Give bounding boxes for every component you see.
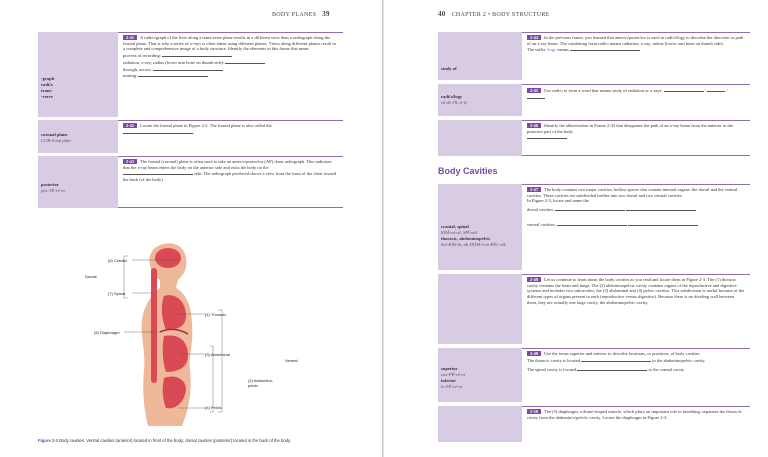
pronunciation: COR-ō-nal plān [41,138,71,143]
figure-caption [38,438,343,443]
frame-number: 2-49 [527,351,541,356]
ventral-bracket [218,310,222,412]
frame-2-49 [438,348,750,402]
answer-term: thoracic, abdominopelvic [441,236,491,241]
fill-row: to the abdominopelvic cavity. [652,357,706,363]
frame-2-47 [438,184,750,270]
page-number: 40 [438,10,446,18]
suffix-highlight: logy [548,47,557,53]
answer-column [438,348,522,402]
frame-number: 2-43 [123,159,137,164]
page-number: 39 [322,10,330,18]
frame-text: Use radi/o to form a word that means study of radiation or x-rays: [544,88,663,93]
frame-number: 2-48 [527,277,541,282]
answer-blank[interactable] [153,66,223,71]
label-cranial: (6) Cranial [108,258,127,263]
frame-body: 2-45 Use radi/o to form a word that means study of radiation or x-rays: / / [522,84,750,116]
frame-2-48 [438,274,750,344]
frame-2-44 [438,32,750,80]
answer-term: radi/o [41,82,53,87]
frame-number: 2-46 [527,123,541,128]
answer-blank[interactable] [138,72,208,77]
frame-body [522,406,750,442]
frame-body [522,184,750,270]
fill-row: process of recording: [123,53,161,59]
frame-text: In the previous frame, you learned that anter/o/poster/ior is used in radi/o/logy to describe the direction or path of an x-ray beam. The combining form radi/o means radiation; x-ray; radius (lower arm bone on thumb side). [527,35,744,46]
header-title: CHAPTER 2 • BODY STRUCTURE [451,12,550,18]
answer-column [38,120,118,153]
label-dorsal: Dorsal [85,274,97,279]
fill-row: to the cranial cavity. [648,367,685,373]
answer-blank[interactable] [555,206,625,211]
frame-2-43 [38,156,343,208]
pronunciation: soo-PĒ-rē-or [441,372,466,377]
answer-column [438,84,522,116]
frame-text: Use the terms superior and inferior to describe locations, or positions, of body cavities. [544,351,701,356]
label-pelvic: (4) Pelvic [205,405,222,410]
answer-term: trans- [41,88,53,93]
frame-number: 2-42 [123,123,137,128]
answer-term: -graph [41,76,55,81]
fill-row: The thoracic cavity is located [527,357,580,363]
frame-text: Locate the frontal plane in Figure 2-2. The frontal plane is also called the [140,123,272,128]
frame-2-45 [438,84,750,116]
answer-blank[interactable] [557,221,627,226]
fill-row: ventral cavities: [527,221,556,227]
running-header-right [438,10,550,18]
answer-blank[interactable] [664,87,704,92]
fill-row: turning: [123,73,138,79]
answer-blank[interactable] [123,170,193,175]
frame-2-50 [438,406,750,442]
label-spinal: (7) Spinal [108,291,126,296]
frame-number: 2-41 [123,35,137,40]
label-abdominal: (3) Abdominal [205,352,230,357]
answer-column [38,156,118,208]
answer-blank[interactable] [527,134,567,139]
running-header-left [272,10,330,18]
answer-term: study of [441,66,457,71]
frame-body [522,120,750,156]
frame-2-41 [38,32,343,117]
frame-text: The body contains two major cavities, hollow spaces that contain internal organs: the dorsal and the ventral cavities. These cavities are subdivided further into two dorsal and two ventral cavities. [527,187,738,198]
frame-text: The (5) diaphragm, a dome-shaped muscle, which plays an important role in breathing, separates the thorac/ic cavity from the abdomin/o/pelv/ic cavity. Locate the diaphragm in Figure 2-3. [527,409,742,420]
answer-term: posterior [41,182,59,187]
frame-body [118,156,343,208]
frame-body [522,32,750,80]
label-diaphragm: (5) Diaphragm [94,330,120,335]
frame-line: In Figure 2-3, locate and name the [527,198,589,204]
answer-column [38,32,118,117]
label-ventral: Ventral [285,358,298,363]
pronunciation: pŏs-TĒ-rē-or [41,188,66,193]
caption-text: Body cavities. Ventral cavities (anterior) located in front of the body; dorsal cavities (posterior) located in the back of the body. [59,438,291,443]
answer-blank[interactable] [162,52,232,57]
answer-column [438,120,522,156]
header-title: BODY PLANES [272,12,317,18]
label-thoracic: (1) Thoracic [205,312,227,317]
pronunciation: ĭn-FĒ-rē-or [441,384,463,389]
frame-number: 2-50 [527,409,541,414]
label-abdominopelvic: (2) Abdomino-pelvic [248,378,274,388]
body-cavities-figure [118,240,228,430]
answer-blank[interactable] [581,357,651,362]
answer-blank[interactable] [123,129,193,134]
answer-blank[interactable] [628,221,698,226]
answer-term: coronal plane [41,132,68,137]
answer-term: radi/o/logy [441,94,463,99]
spinal-cavity [151,268,157,383]
frame-2-42 [38,120,343,153]
answer-blank[interactable] [527,94,545,99]
line-prefix: The suffix - [527,47,549,53]
frame-number: 2-47 [527,187,541,192]
answer-term: cranial, spinal [441,224,469,229]
fill-row: The spinal cavity is located [527,367,577,373]
answer-term: superior [441,366,458,371]
frame-text: Identify the abbreviation in Frame 2-43 that designates the path of an x-ray beam from the anterior to the posterior part of the body. [527,123,733,134]
answer-blank[interactable] [570,46,640,51]
answer-column [438,184,522,270]
frame-text: A radi/o/graph of the liver along a trans/verse plane results in a different view than a radiograph along the frontal plane. That is why a series of x-rays is often taken using different planes. Views along different planes result in a complete and comprehensive image of a body structure. Identify the elements in this frame that mean [123,35,336,52]
answer-blank[interactable] [225,59,265,64]
answer-blank[interactable] [707,87,725,92]
pronunciation: KRĀ-nē-ăl, SPĪ-năl [441,230,477,235]
frame-body [522,348,750,402]
frame-body [118,120,343,153]
line-suffix: means [557,47,569,53]
pronunciation: rā-dē-ŎL-ō-jē [441,100,468,105]
frame-tail: side. The radiograph produced shows a view from the front of the chest toward the back (of the body). [123,171,337,183]
frame-text: Let us continue to learn about the body cavities as you read and locate them in Figure 2-3. The (1) thoracic cavity contains the heart and lungs. The (2) abdominopelvic cavity contains organs of the reproductive and digestive systems and includes two subcavities, the (3) abdominal and (4) pelvic cavities. This subdivision is useful because of the different types of organs present in each (reproductive versus digestive). Because there is no dividing wall between them, they are actually one large cavity, the abdominopelvic cavity. [527,277,745,305]
frame-body [118,32,343,117]
frame-body [522,274,750,344]
section-heading: Body Cavities [438,166,498,176]
answer-column [438,274,522,344]
answer-term: inferior [441,378,457,383]
fill-row: through, across: [123,66,152,72]
caption-label: Figure 2-3 [38,438,59,443]
right-page [384,0,768,457]
answer-blank[interactable] [577,366,647,371]
cranial-cavity [155,248,181,268]
pronunciation: thō-RĂS-ĭk, ăb-DŎM-ĭ-nō-PĔL-vĭk [441,242,506,247]
frame-number: 2-45 [527,88,541,93]
answer-column [438,32,522,80]
frame-tail: . [193,129,195,135]
frame-number: 2-44 [527,35,541,40]
answer-blank[interactable] [626,206,696,211]
answer-term: -verse [41,94,53,99]
answer-column [438,406,522,442]
frame-text: The frontal (coronal) plane is often used to take an anter/o/poster/ior (AP) chest radiograph. This indicates that the x-ray beam enters the body on the anterior side and exits the body on the [123,159,332,170]
fill-row: dorsal cavities: [527,207,555,213]
fill-row: radiation, x-ray; radius (lower arm bone on thumb side): [123,59,225,65]
frame-2-46 [438,120,750,156]
